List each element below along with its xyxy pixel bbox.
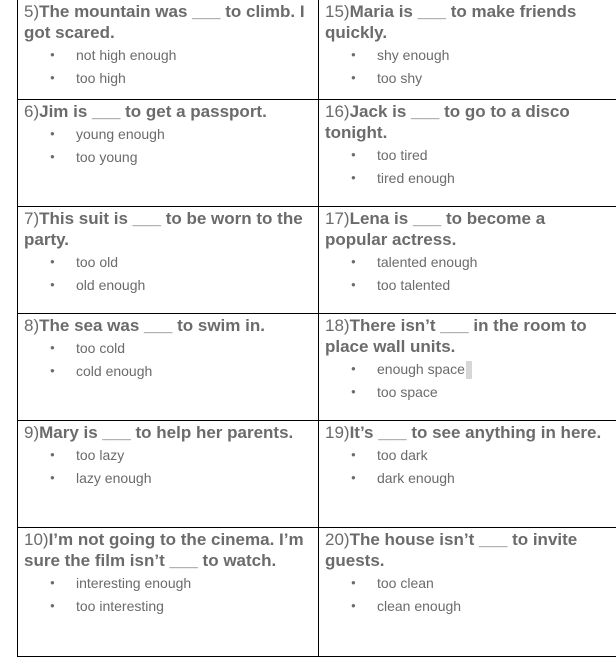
question-cell (319, 421, 616, 528)
question (325, 1, 610, 43)
question-number: 8) (24, 316, 40, 335)
option[interactable]: ● lazy enough (76, 467, 312, 490)
option[interactable]: ● dark enough (377, 467, 610, 490)
question (24, 529, 312, 571)
question (325, 422, 610, 443)
question-number: 20) (325, 530, 350, 549)
question-cell (319, 207, 616, 314)
question-text: The house isn’t ___ to invite guests. (325, 530, 578, 570)
option[interactable]: ● young enough (76, 123, 312, 146)
question-cell (319, 100, 616, 207)
option-list (325, 444, 610, 489)
question-text: Jim is ___ to get a passport. (39, 102, 267, 121)
question-number: 17) (325, 209, 350, 228)
option[interactable]: ● too clean (377, 572, 610, 595)
question-text: This suit is ___ to be worn to the party. (24, 209, 303, 249)
question-number: 10) (24, 530, 49, 549)
option[interactable]: ● shy enough (377, 44, 610, 67)
option-list (325, 572, 610, 617)
question (24, 315, 312, 336)
question-text: There isn’t ___ in the room to place wall units. (325, 316, 587, 356)
question (325, 529, 610, 571)
option-list (24, 44, 312, 89)
question-cell (18, 100, 319, 207)
option[interactable]: ● too dark (377, 444, 610, 467)
question (24, 208, 312, 250)
table-row (18, 528, 616, 657)
option[interactable]: ● too young (76, 146, 312, 169)
question (24, 422, 312, 443)
option[interactable]: ● not high enough (76, 44, 312, 67)
option-text: enough space (377, 361, 465, 377)
question-cell (18, 207, 319, 314)
question-text: Maria is ___ to make friends quickly. (325, 2, 577, 42)
option[interactable] (377, 358, 610, 381)
option[interactable]: ● cold enough (76, 360, 312, 383)
option[interactable]: ● too old (76, 251, 312, 274)
question-text: Mary is ___ to help her parents. (39, 423, 294, 442)
option-list (24, 337, 312, 382)
question-text: Jack is ___ to go to a disco tonight. (325, 102, 570, 142)
text-cursor (466, 361, 472, 379)
question-text: I’m not going to the cinema. I’m sure the film isn’t ___ to watch. (24, 530, 304, 570)
question-number: 16) (325, 102, 350, 121)
question-cell (18, 0, 319, 100)
question-cell (319, 528, 616, 657)
option-list (24, 444, 312, 489)
option[interactable]: ● tired enough (377, 167, 610, 190)
question-cell (18, 314, 319, 421)
question (325, 101, 610, 143)
question-number: 19) (325, 423, 350, 442)
option[interactable]: ● clean enough (377, 595, 610, 618)
option-list (24, 251, 312, 296)
option-list (325, 144, 610, 189)
option[interactable]: ● too shy (377, 67, 610, 90)
question (325, 208, 610, 250)
question-number: 7) (24, 209, 40, 228)
table-row (18, 314, 616, 421)
option[interactable]: ● interesting enough (76, 572, 312, 595)
question-cell (18, 528, 319, 657)
option-list (24, 572, 312, 617)
question-number: 18) (325, 316, 350, 335)
question (24, 1, 312, 43)
table-row (18, 100, 616, 207)
option-list (325, 44, 610, 89)
question (325, 315, 610, 357)
option-list (325, 251, 610, 296)
question-text: It’s ___ to see anything in here. (349, 423, 602, 442)
question-number: 6) (24, 102, 40, 121)
question-number: 5) (24, 2, 40, 21)
option[interactable]: ● too space (377, 381, 610, 404)
question-cell (319, 314, 616, 421)
option[interactable]: ● too talented (377, 274, 610, 297)
question (24, 101, 312, 122)
question-cell (319, 0, 616, 100)
option[interactable]: ● talented enough (377, 251, 610, 274)
option[interactable]: ● too tired (377, 144, 610, 167)
exercise-table (17, 0, 616, 657)
question-text: Lena is ___ to become a popular actress. (325, 209, 546, 249)
question-text: The sea was ___ to swim in. (39, 316, 265, 335)
option[interactable]: ● too lazy (76, 444, 312, 467)
question-number: 9) (24, 423, 40, 442)
table-row (18, 207, 616, 314)
table-row (18, 421, 616, 528)
question-text: The mountain was ___ to climb. I got scared. (24, 2, 305, 42)
option-list (24, 123, 312, 168)
option[interactable]: ● old enough (76, 274, 312, 297)
question-number: 15) (325, 2, 350, 21)
question-cell (18, 421, 319, 528)
option[interactable]: ● too cold (76, 337, 312, 360)
option[interactable]: ● too interesting (76, 595, 312, 618)
option[interactable]: ● too high (76, 67, 312, 90)
option-list (325, 358, 610, 403)
table-row (18, 0, 616, 100)
